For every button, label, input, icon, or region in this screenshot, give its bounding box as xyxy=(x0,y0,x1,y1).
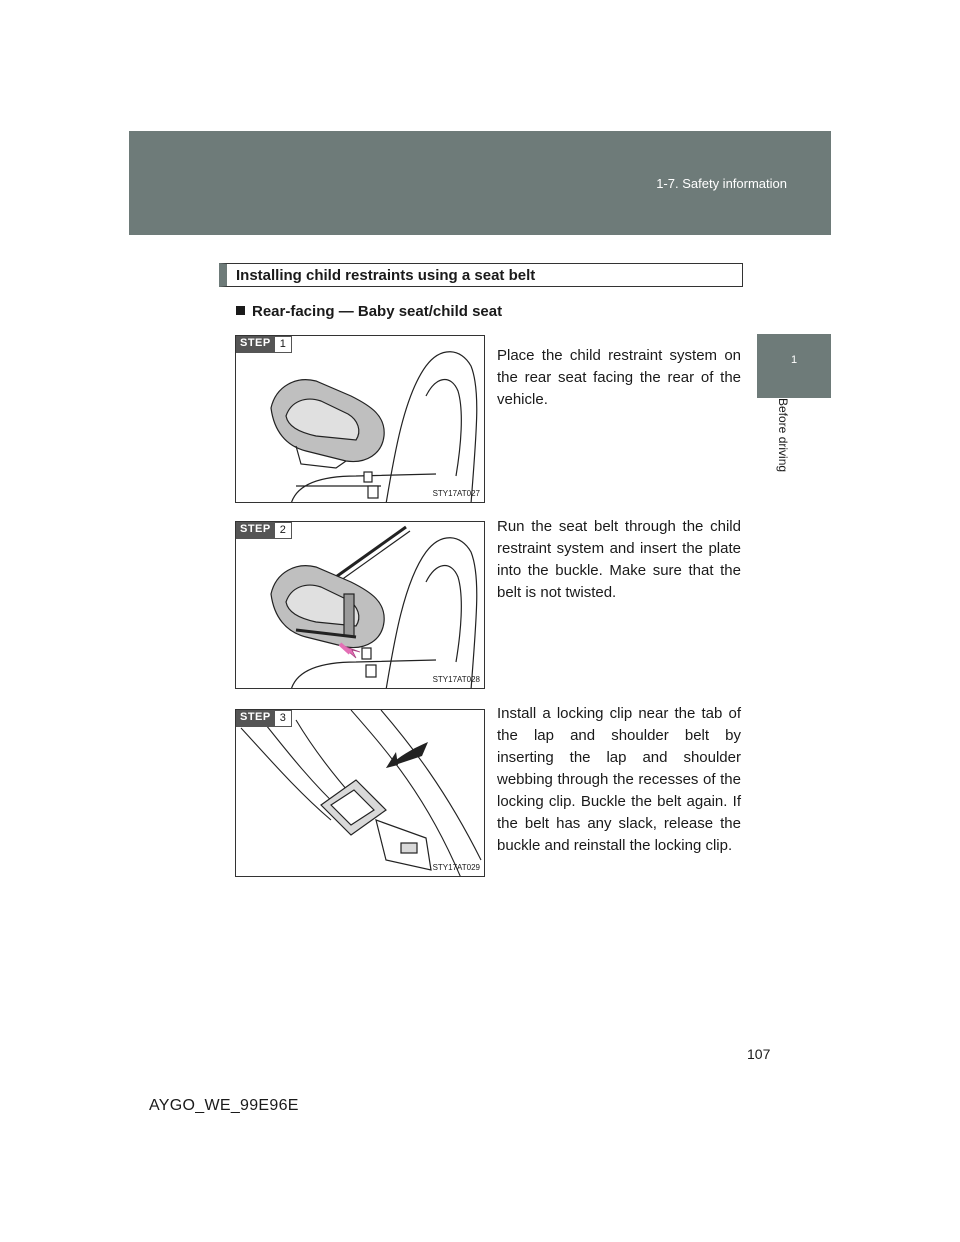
section-title: 1-7. Safety information xyxy=(656,176,787,191)
header-band xyxy=(129,131,831,235)
figure-code: STY17AT029 xyxy=(432,863,480,872)
step-word: STEP xyxy=(236,336,275,353)
step-1-badge xyxy=(236,336,292,353)
step-1-figure xyxy=(235,335,485,503)
step-3-badge xyxy=(236,710,292,727)
chapter-number: 1 xyxy=(790,354,798,366)
step-word: STEP xyxy=(236,522,275,539)
sub-heading-text: Rear-facing — Baby seat/child seat xyxy=(252,303,503,320)
step-number: 1 xyxy=(275,336,292,353)
step-3-text: Install a locking clip near the tab of the lap and shoulder belt by inserting the lap and shoulder webbing through the recesses of the locking clip. Buckle the belt again. If the belt has any slack, release the buckle and reinstall the locking clip. xyxy=(497,705,741,854)
section-heading xyxy=(219,263,743,287)
seat-belt-routing-illustration xyxy=(236,522,485,689)
document-code: AYGO_WE_99E96E xyxy=(149,1097,299,1114)
baby-seat-on-rear-seat-illustration xyxy=(236,336,485,503)
step-number: 3 xyxy=(275,710,292,727)
section-heading-text: Installing child restraints using a seat belt xyxy=(236,267,536,284)
step-word: STEP xyxy=(236,710,275,727)
step-1-text: Place the child restraint system on the rear seat facing the rear of the vehicle. xyxy=(497,347,741,408)
figure-code: STY17AT027 xyxy=(432,489,480,498)
step-3-figure xyxy=(235,709,485,877)
step-2-badge xyxy=(236,522,292,539)
page-number: 107 xyxy=(747,1046,771,1062)
step-2-figure xyxy=(235,521,485,689)
chapter-label: Before driving xyxy=(776,398,790,473)
figure-code: STY17AT028 xyxy=(432,675,480,684)
step-number: 2 xyxy=(275,522,292,539)
step-2-text: Run the seat belt through the child restraint system and insert the plate into the buckle. Make sure that the belt is not twisted. xyxy=(497,518,741,601)
square-bullet-icon xyxy=(236,306,245,315)
locking-clip-illustration xyxy=(236,710,485,877)
chapter-tab[interactable] xyxy=(757,334,831,398)
sub-heading xyxy=(236,303,502,320)
